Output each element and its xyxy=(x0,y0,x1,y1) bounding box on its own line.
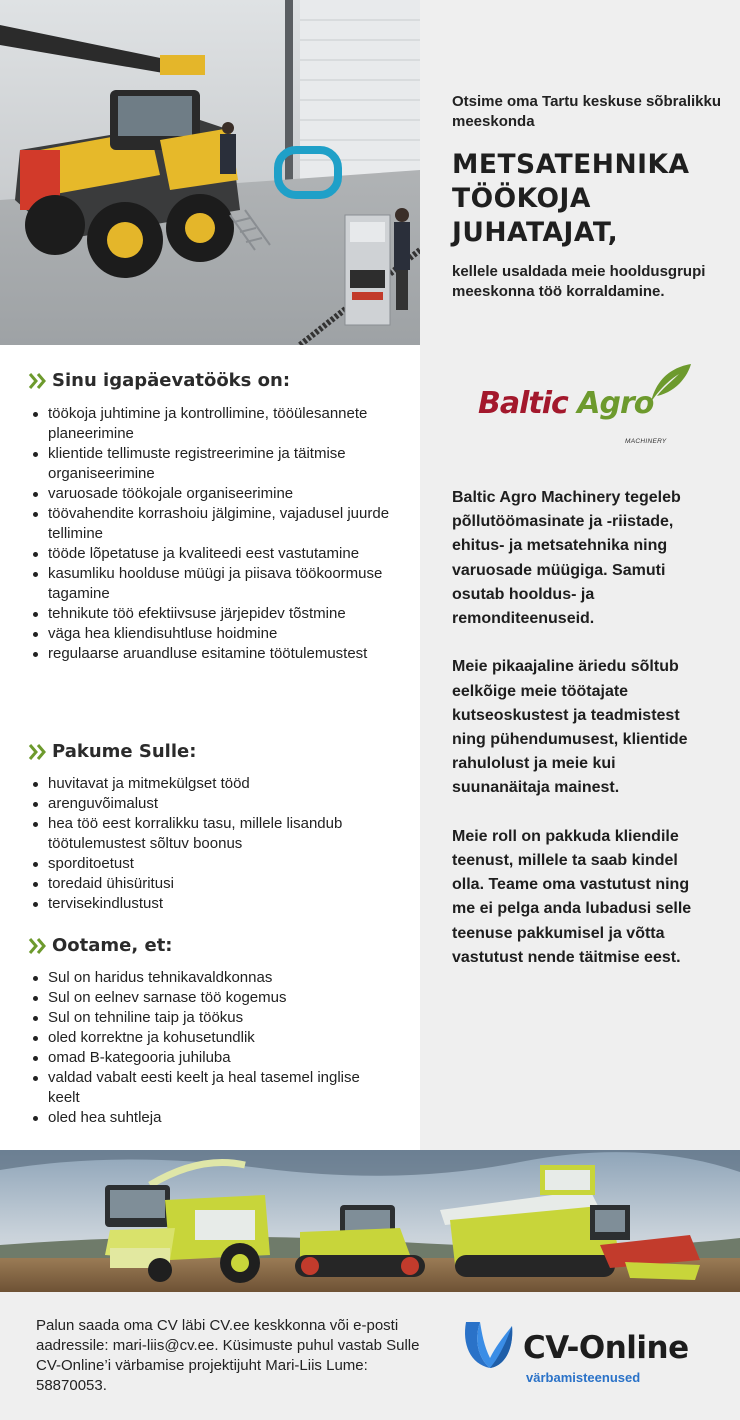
list-item: töökoja juhtimine ja kontrollimine, tööülesannete planeerimine xyxy=(30,404,390,444)
list-item: huvitavat ja mitmekülgset tööd xyxy=(30,774,390,794)
list-item: varuosade töökojale organiseerimine xyxy=(30,484,390,504)
section-title-text: Pakume Sulle: xyxy=(52,741,197,762)
section-title-daily-tasks xyxy=(28,370,290,391)
logo-word-baltic: Baltic xyxy=(478,386,568,421)
list-item: regulaarse aruandluse esitamine töötulemustest xyxy=(30,644,390,664)
workshop-forestry-machine-photo xyxy=(0,0,420,345)
list-item: omad B-kategooria juhiluba xyxy=(30,1048,390,1068)
job-title: METSATEHNIKA TÖÖKOJA JUHATAJAT, xyxy=(452,149,690,248)
company-paragraph: Baltic Agro Machinery tegeleb põllutöömasinate ja -riistade, ehitus- ja metsatehnika ning varuosade müügiga. Samuti osutab hooldus- ja remonditeenuseid. xyxy=(452,489,681,628)
logo-wordmark xyxy=(478,386,653,421)
section-title-text: Sinu igapäevatööks on: xyxy=(52,370,291,391)
list-item: sporditoetust xyxy=(30,854,390,874)
list-item: tööde lõpetatuse ja kvaliteedi eest vastutamine xyxy=(30,544,390,564)
footer-contact xyxy=(0,1292,740,1420)
company-description xyxy=(452,486,712,994)
baltic-agro-logo xyxy=(475,362,700,452)
double-chevron-icon xyxy=(28,937,48,955)
list-item: tervisekindlustust xyxy=(30,894,390,914)
company-paragraph: Meie roll on pakkuda kliendile teenust, millele ta saab kindel olla. Teame oma vastutust ning me ei pelga anda lubadusi selle teenuse pakkumisel ja võtta vastutust nende täitmise eest. xyxy=(452,827,692,966)
list-item: arenguvõimalust xyxy=(30,794,390,814)
section-title-we-expect xyxy=(28,935,173,956)
double-chevron-icon xyxy=(28,372,48,390)
farm-machinery-photo xyxy=(0,1150,740,1292)
we-offer-list xyxy=(30,774,390,914)
daily-tasks-list xyxy=(30,404,390,664)
list-item: töövahendite korrashoiu jälgimine, vajadusel juurde tellimine xyxy=(30,504,390,544)
cv-online-mark-icon xyxy=(460,1316,518,1372)
intro-text: Otsime oma Tartu keskuse sõbralikku meeskonda xyxy=(452,93,721,130)
list-item: hea töö eest korralikku tasu, millele lisandub töötulemustest sõltuv boonus xyxy=(30,814,390,854)
logo-word-agro: Agro xyxy=(577,386,654,421)
list-item: toredaid ühisüritusi xyxy=(30,874,390,894)
section-title-text: Ootame, et: xyxy=(52,935,173,956)
leaf-icon xyxy=(647,362,693,404)
contact-instructions: Palun saada oma CV läbi CV.ee keskkonna või e-posti aadressile: mari-liis@cv.ee. Küsimuste puhul vastab Sulle CV-Online’i värbamise projektijuht Mari-Liis Lume: 58870053. xyxy=(36,1317,420,1394)
cv-online-subtitle: värbamisteenused xyxy=(526,1370,641,1385)
list-item: kasumliku hoolduse müügi ja piisava töökoormuse tagamine xyxy=(30,564,390,604)
list-item: klientide tellimuste registreerimine ja täitmise organiseerimine xyxy=(30,444,390,484)
we-expect-list xyxy=(30,968,390,1128)
logo-subtitle: MACHINERY xyxy=(625,438,667,445)
list-item: väga hea kliendisuhtluse hoidmine xyxy=(30,624,390,644)
list-item: valdad vabalt eesti keelt ja heal tasemel inglise keelt xyxy=(30,1068,390,1108)
section-title-we-offer xyxy=(28,741,196,762)
list-item: Sul on haridus tehnikavaldkonnas xyxy=(30,968,390,988)
cv-online-wordmark: CV-Online xyxy=(523,1330,689,1366)
job-subtitle: kellele usaldada meie hooldusgrupi meeskonna töö korraldamine. xyxy=(452,263,706,300)
list-item: oled hea suhtleja xyxy=(30,1108,390,1128)
list-item: Sul on eelnev sarnase töö kogemus xyxy=(30,988,390,1008)
list-item: Sul on tehniline taip ja töökus xyxy=(30,1008,390,1028)
cv-online-logo xyxy=(460,1314,710,1394)
company-paragraph: Meie pikaajaline äriedu sõltub eelkõige meie töötajate kutseoskustest ja teadmistest ning pühendumusest, klientide rahulolust ja meie kui suunanäitaja mainest. xyxy=(452,658,688,797)
double-chevron-icon xyxy=(28,743,48,761)
list-item: oled korrektne ja kohusetundlik xyxy=(30,1028,390,1048)
list-item: tehnikute töö efektiivsuse järjepidev tõstmine xyxy=(30,604,390,624)
